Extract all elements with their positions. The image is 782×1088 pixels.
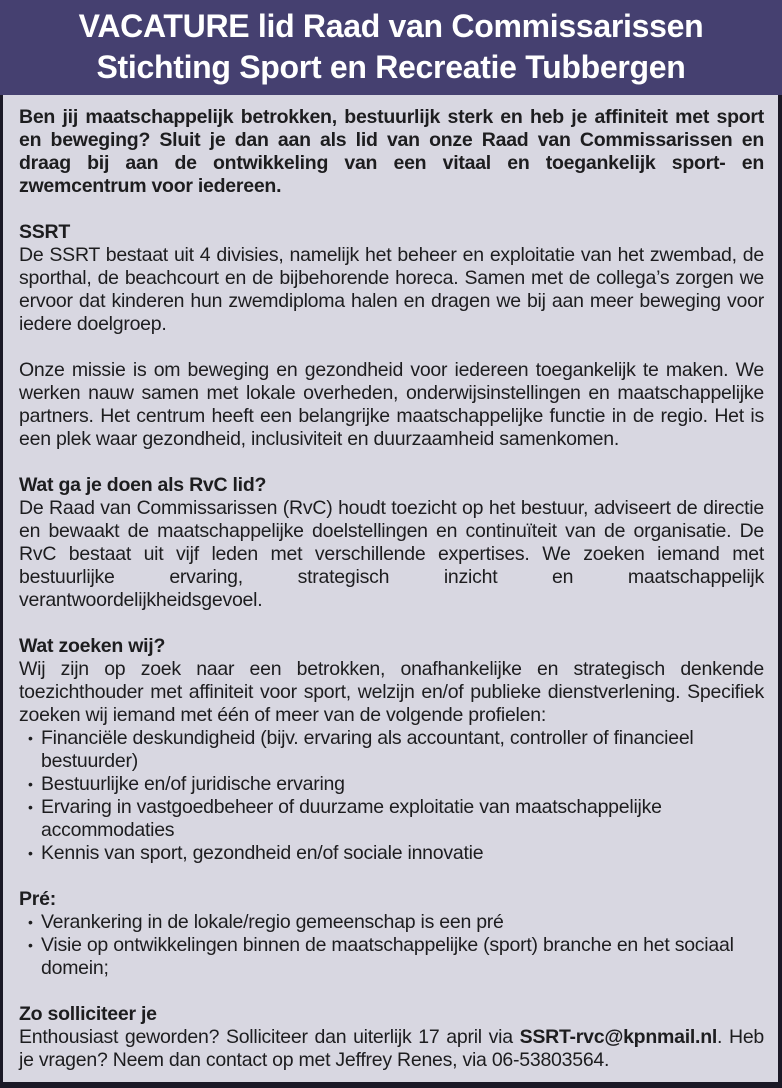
bullet-marker: • xyxy=(28,845,33,861)
header-title-line1: VACATURE lid Raad van Commissarissen xyxy=(78,8,704,44)
ssrt-paragraph: De SSRT bestaat uit 4 divisies, namelijk het beheer en exploitatie van het zwembad, de sporthal, de beachcourt en de bijbehorende horeca. Samen met de collega’s zorgen we ervoor dat kinderen hun zwemdiploma halen en dragen we bij aan meer beweging voor iedere doelgroep. xyxy=(19,244,764,335)
zoeken-heading: Wat zoeken wij? xyxy=(19,635,166,657)
bullet-marker: • xyxy=(28,799,33,815)
bullet-marker: • xyxy=(28,914,33,930)
section-missie xyxy=(19,359,764,451)
rvc-paragraph: De Raad van Commissarissen (RvC) houdt toezicht op het bestuur, adviseert de directie en bewaakt de maatschappelijke doelstellingen en continuïteit van de organisatie. De RvC bestaat uit vijf leden met verschillende expertises. We zoeken iemand met bestuurlijke ervaring, strategisch inzicht en maatschappelijk verantwoordelijkheidsgevoel. xyxy=(19,497,764,611)
rvc-heading: Wat ga je doen als RvC lid? xyxy=(19,474,267,496)
bullet-text: Bestuurlijke en/of juridische ervaring xyxy=(41,773,345,795)
bullet-marker: • xyxy=(28,937,33,953)
email-address: SSRT-rvc@kpnmail.nl xyxy=(519,1026,718,1048)
section-apply xyxy=(19,1003,764,1072)
body-panel xyxy=(0,95,782,1088)
section-zoeken xyxy=(19,635,764,865)
apply-heading: Zo solliciteer je xyxy=(19,1003,157,1025)
bullet-text: Visie op ontwikkelingen binnen de maatschappelijke (sport) branche en het sociaal domein; xyxy=(41,934,734,979)
bullet-text: Financiële deskundigheid (bijv. ervaring als accountant, controller of financieel bestuurder) xyxy=(41,727,694,772)
section-pre xyxy=(19,888,764,980)
apply-text-after: . Heb je vragen? Neem dan contact op met Jeffrey Renes, via 06-53803564. xyxy=(19,1026,765,1071)
apply-paragraph xyxy=(19,1026,764,1072)
pre-heading: Pré: xyxy=(19,888,56,910)
zoeken-paragraph: Wij zijn op zoek naar een betrokken, onafhankelijke en strategisch denkende toezichthouder met affiniteit voor sport, welzijn en/of publieke dienstverlening. Specifiek zoeken wij iemand met één of meer van de volgende profielen: xyxy=(19,658,764,726)
pre-bullet-list xyxy=(19,911,764,980)
section-rvc xyxy=(19,474,764,612)
intro-paragraph: Ben jij maatschappelijk betrokken, bestuurlijk sterk en heb je affiniteit met sport en beweging? Sluit je dan aan als lid van onze Raad van Commissarissen en draag bij aan de ontwikkeling van een vitaal en toegankelijk sport- en zwemcentrum voor iedereen. xyxy=(19,106,764,197)
bullet-item xyxy=(19,727,764,773)
ssrt-heading: SSRT xyxy=(19,221,71,243)
bullet-text: Kennis van sport, gezondheid en/of sociale innovatie xyxy=(41,842,484,864)
bullet-item xyxy=(19,773,764,796)
apply-text-before: Enthousiast geworden? Solliciteer dan uiterlijk 17 april via xyxy=(19,1026,520,1048)
bullet-item xyxy=(19,796,764,842)
section-ssrt xyxy=(19,221,764,336)
header-title-line2: Stichting Sport en Recreatie Tubbergen xyxy=(96,49,686,85)
bullet-text: Ervaring in vastgoedbeheer of duurzame exploitatie van maatschappelijke accommodaties xyxy=(41,796,662,841)
bullet-marker: • xyxy=(28,776,33,792)
bullet-item xyxy=(19,934,764,980)
header-banner xyxy=(0,0,782,95)
bullet-marker: • xyxy=(28,730,33,746)
bullet-item xyxy=(19,911,764,934)
bullet-text: Verankering in de lokale/regio gemeenschap is een pré xyxy=(41,911,504,933)
profile-bullet-list xyxy=(19,727,764,865)
bullet-item xyxy=(19,842,764,865)
missie-paragraph: Onze missie is om beweging en gezondheid voor iedereen toegankelijk te maken. We werken nauw samen met lokale overheden, onderwijsinstellingen en maatschappelijke partners. Het centrum heeft een belangrijke maatschappelijke functie in de regio. Het is een plek waar gezondheid, inclusiviteit en duurzaamheid samenkomen. xyxy=(19,359,764,450)
